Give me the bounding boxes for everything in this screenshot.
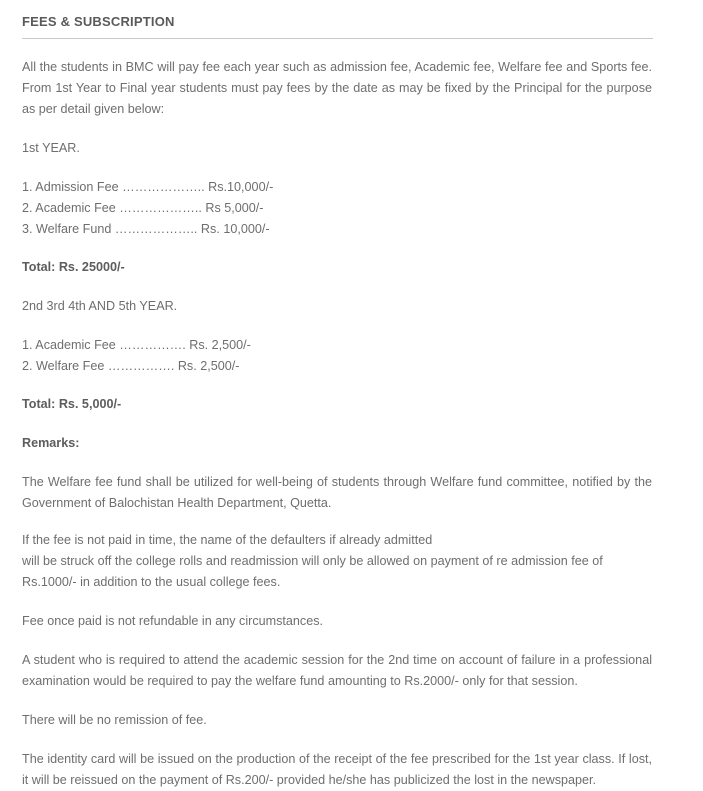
year-two-to-five-fee-list	[22, 335, 652, 377]
remarks-no-remission-paragraph: There will be no remission of fee.	[22, 713, 207, 727]
list-item: 1. Academic Fee ……………. Rs. 2,500/-	[22, 338, 251, 352]
list-item: 2. Welfare Fee ……………. Rs. 2,500/-	[22, 359, 240, 373]
remarks-defaulters-line-2: will be struck off the college rolls and readmission will only be allowed on payment of re admission fee of Rs.1000/- in addition to the usual college fees.	[22, 554, 603, 589]
document-body	[22, 57, 667, 791]
year-one-total: Total: Rs. 25000/-	[22, 260, 125, 274]
remarks-heading: Remarks:	[22, 436, 80, 450]
list-item: 3. Welfare Fund ……………….. Rs. 10,000/-	[22, 222, 270, 236]
year-two-to-five-total: Total: Rs. 5,000/-	[22, 397, 122, 411]
remarks-identity-card-paragraph: The identity card will be issued on the production of the receipt of the fee prescribed for the 1st year class. If lost, it will be reissued on the payment of Rs.200/- provided he/she has publicized the lost in the newspaper.	[22, 752, 652, 787]
title-divider	[22, 38, 653, 39]
year-one-heading: 1st YEAR.	[22, 141, 80, 155]
year-one-fee-list	[22, 177, 652, 240]
remarks-welfare-fund-paragraph: The Welfare fee fund shall be utilized for well-being of students through Welfare fund committee, notified by the Government of Balochistan Health Department, Quetta.	[22, 475, 652, 510]
remarks-defaulters-line-1: If the fee is not paid in time, the name of the defaulters if already admitted	[22, 533, 433, 547]
year-two-to-five-heading: 2nd 3rd 4th AND 5th YEAR.	[22, 299, 178, 313]
remarks-refund-paragraph: Fee once paid is not refundable in any circumstances.	[22, 614, 324, 628]
intro-paragraph: All the students in BMC will pay fee each year such as admission fee, Academic fee, Welfare fee and Sports fee. From 1st Year to Final year students must pay fees by the date as may be fixed by the Principal for the purpose as per detail given below:	[22, 60, 652, 116]
list-item: 2. Academic Fee ……………….. Rs 5,000/-	[22, 201, 264, 215]
page-title: FEES & SUBSCRIPTION	[22, 14, 175, 29]
remarks-repeat-session-paragraph: A student who is required to attend the academic session for the 2nd time on account of failure in a professional examination would be required to pay the welfare fund amounting to Rs.2000/- only for that session.	[22, 653, 652, 688]
list-item: 1. Admission Fee ……………….. Rs.10,000/-	[22, 180, 274, 194]
